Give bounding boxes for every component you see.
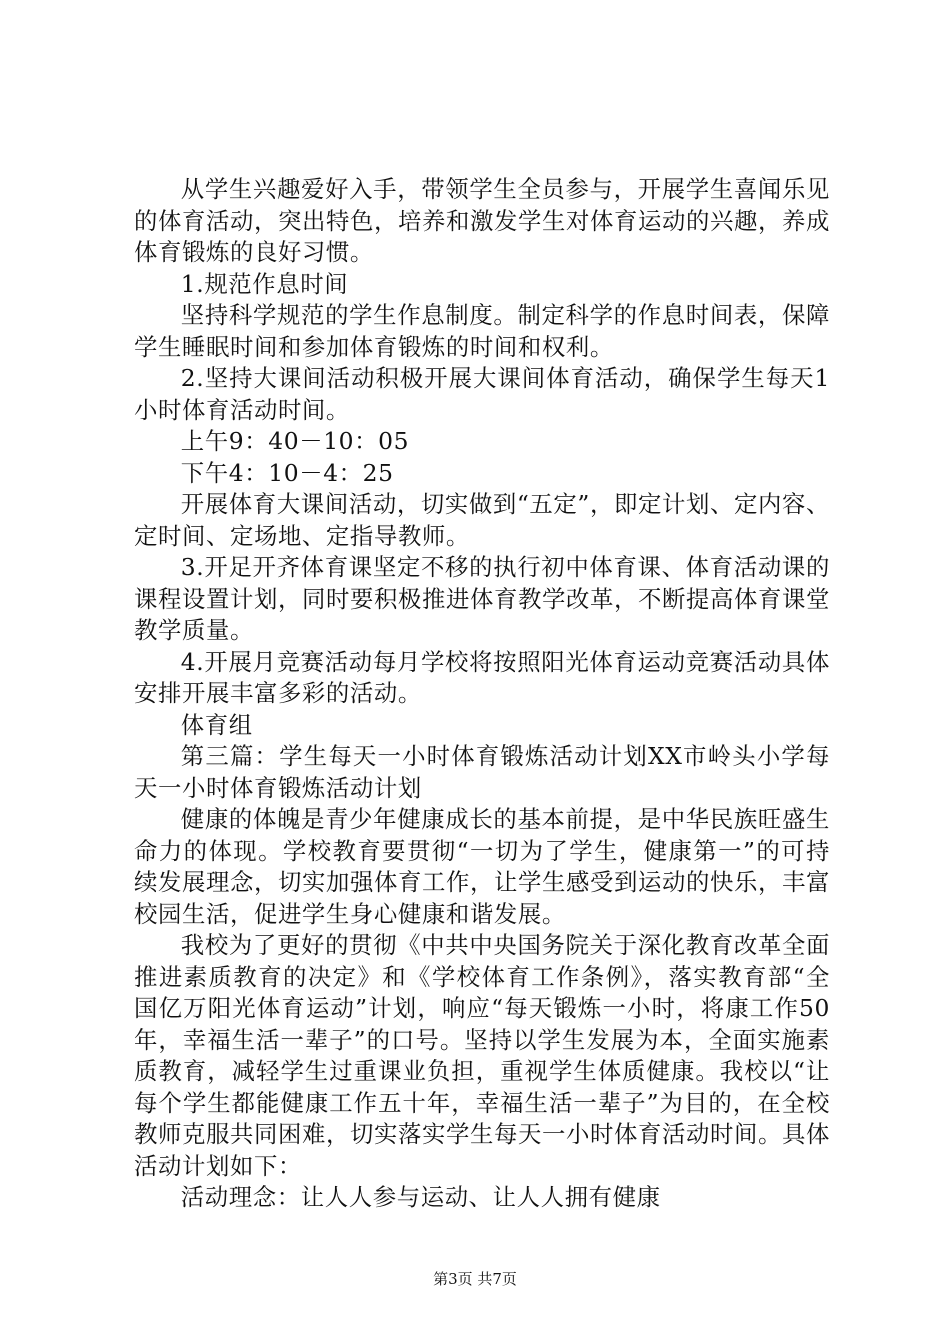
paragraph: 体育组	[180, 710, 253, 739]
paragraph: 下午4：10－4：25	[180, 458, 394, 487]
paragraph: 我校为了更好的贯彻《中共中央国务院关于深化教育改革全面推进素质教育的决定》和《学校体育工作条例》，落实教育部“全国亿万阳光体育运动”计划，响应“每天锻炼一小时，将康工作50年，幸福生活一辈子”的口号。坚持以学生发展为本，全面实施素质教育，减轻学生过重课业负担，重视学生体质健康。我校以“让每个学生都能健康工作五十年，幸福生活一辈子”为目的，在全校教师克服共同困难，切实落实学生每天一小时体育活动时间。具体活动计划如下：	[134, 931, 830, 1180]
paragraph: 坚持科学规范的学生作息制度。制定科学的作息时间表，保障学生睡眠时间和参加体育锻炼的时间和权利。	[134, 301, 830, 361]
paragraph: 活动理念：让人人参与运动、让人人拥有健康	[180, 1183, 661, 1211]
paragraph: 健康的体魄是青少年健康成长的基本前提，是中华民族旺盛生命力的体现。学校教育要贯彻“一切为了学生，健康第一”的可持续发展理念，切实加强体育工作，让学生感受到运动的快乐，丰富校园生活，促进学生身心健康和谐发展。	[134, 805, 830, 928]
document-body	[134, 174, 830, 1214]
page-footer: 第3页 共7页	[433, 1270, 517, 1288]
paragraph: 4.开展月竞赛活动每月学校将按照阳光体育运动竞赛活动具体安排开展丰富多彩的活动。	[134, 647, 830, 707]
paragraph: 2.坚持大课间活动积极开展大课间体育活动，确保学生每天1小时体育活动时间。	[134, 364, 830, 424]
paragraph: 1.规范作息时间	[180, 269, 349, 298]
paragraph: 上午9：40－10：05	[180, 427, 410, 455]
section-heading: 第三篇：学生每天一小时体育锻炼活动计划XX市岭头小学每天一小时体育锻炼活动计划	[134, 742, 830, 802]
paragraph: 从学生兴趣爱好入手，带领学生全员参与，开展学生喜闻乐见的体育活动，突出特色，培养和激发学生对体育运动的兴趣，养成体育锻炼的良好习惯。	[134, 175, 830, 266]
paragraph: 开展体育大课间活动，切实做到“五定”，即定计划、定内容、定时间、定场地、定指导教师。	[134, 490, 830, 550]
paragraph: 3.开足开齐体育课坚定不移的执行初中体育课、体育活动课的课程设置计划，同时要积极推进体育教学改革，不断提高体育课堂教学质量。	[134, 553, 830, 644]
